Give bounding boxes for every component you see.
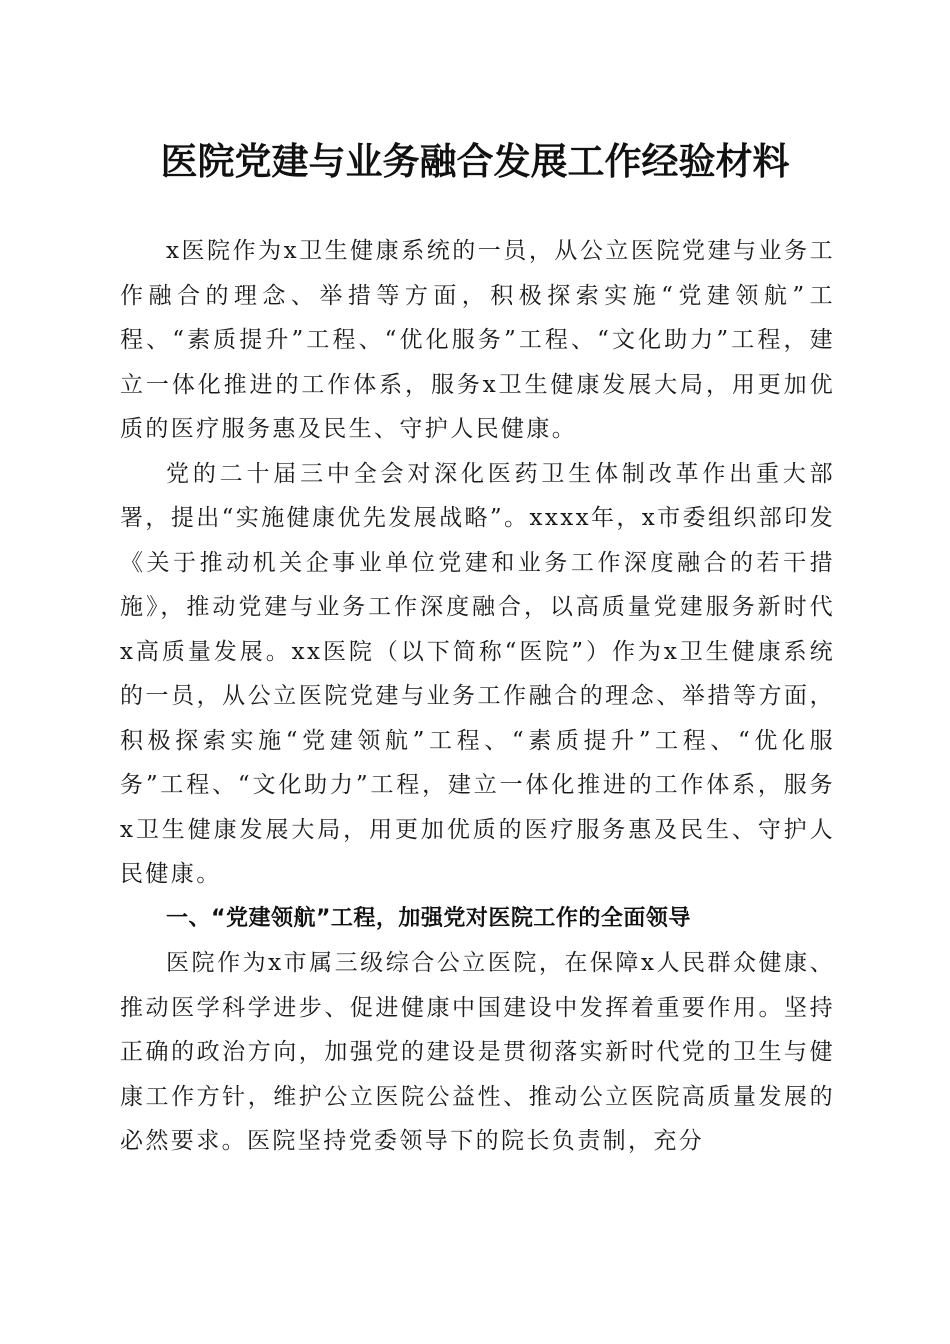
section-paragraph: 医院作为x市属三级综合公立医院，在保障x人民群众健康、推动医学科学进步、促进健康中国建设中发挥着重要作用。坚持正确的政治方向，加强党的建设是贯彻落实新时代党的卫生与健康工作方针，维护公立医院公益性、推动公立医院高质量发展的必然要求。医院坚持党委领导下的院长负责制，充分 — [120, 950, 835, 1154]
intro-paragraph: x医院作为x卫生健康系统的一员，从公立医院党建与业务工作融合的理念、举措等方面，积极探索实施“党建领航”工程、“素质提升”工程、“优化服务”工程、“文化助力”工程，建立一体化推进的工作体系，服务x卫生健康发展大局，用更加优质的医疗服务惠及民生、守护人民健康。 — [120, 238, 835, 442]
document-body — [120, 229, 835, 1164]
section-heading: 一、“党建领航”工程，加强党对医院工作的全面领导 — [166, 905, 691, 931]
document-title: 医院党建与业务融合发展工作经验材料 — [160, 139, 790, 183]
background-paragraph: 党的二十届三中全会对深化医药卫生体制改革作出重大部署，提出“实施健康优先发展战略”。xxxx年，x市委组织部印发《关于推动机关企事业单位党建和业务工作深度融合的若干措施》，推动党建与业务工作深度融合，以高质量党建服务新时代x高质量发展。xx医院（以下简称“医院”）作为x卫生健康系统的一员，从公立医院党建与业务工作融合的理念、举措等方面，积极探索实施“党建领航”工程、“素质提升”工程、“优化服务”工程、“文化助力”工程，建立一体化推进的工作体系，服务x卫生健康发展大局，用更加优质的医疗服务惠及民生、守护人民健康。 — [120, 460, 835, 887]
